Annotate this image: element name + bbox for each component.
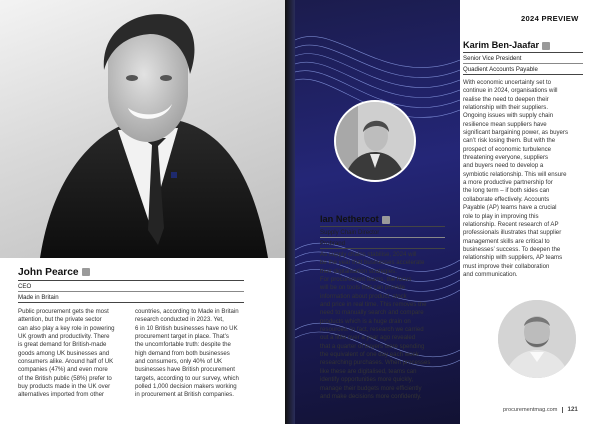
portrait-illustration	[336, 102, 414, 180]
page-number: 121	[567, 406, 578, 413]
body-line: As supply chains stabilise, 2024 will	[320, 251, 417, 258]
body-line: and price in real time. This removes the	[320, 301, 427, 309]
body-line: be the year that businesses accelerate	[320, 259, 425, 267]
body-line: businesses have British procurement	[135, 366, 235, 374]
body-line: consumers alike. Around half of UK	[18, 358, 114, 366]
article-column-1	[18, 308, 138, 400]
body-line: prospect of economic turbulence	[463, 145, 552, 153]
body-line: continue in 2024, organisations will	[463, 87, 558, 95]
body-line: in procurement at British companies.	[135, 391, 234, 399]
body-line: and communication.	[463, 270, 518, 278]
body-line: of the British public (58%) prefer to	[18, 374, 112, 382]
body-line: Ongoing issues with supply chain	[463, 112, 554, 120]
body-line: targets, according to our survey, which	[135, 374, 239, 382]
body-line: relationship with their suppliers.	[463, 104, 549, 112]
body-line: a more productive partnership for	[463, 179, 553, 187]
body-line: UK growth and productivity. There	[18, 333, 110, 341]
body-line: the equivalent of one day each week	[320, 351, 419, 359]
body-line: management skills are critical to	[463, 237, 550, 245]
body-line: relationship with suppliers, AP teams	[463, 254, 563, 262]
portrait-ian-nethercot	[334, 100, 416, 182]
body-line: role to play in improving this	[463, 212, 539, 220]
body-line: For procurement teams, the focus	[320, 276, 412, 284]
website-link[interactable]: procurementmag.com	[503, 407, 558, 413]
portrait-karim-ben-jaafar	[496, 298, 578, 380]
body-line: high demand from both businesses	[135, 349, 230, 357]
body-line: can also play a key role in powering	[18, 324, 115, 332]
body-line: procurement target in place. That’s	[135, 333, 229, 341]
body-line: attention, but the private sector	[18, 316, 102, 324]
body-line: 6 in 10 British businesses have no UK	[135, 324, 238, 332]
body-line: and consumers, only 40% of UK	[135, 358, 223, 366]
body-line: will be on tools that can provide	[320, 284, 406, 292]
body-line: researching purchases. When processes	[320, 359, 431, 367]
body-line: relationship. Recent research of AP	[463, 220, 559, 228]
person-name: John Pearce	[18, 267, 244, 278]
body-line: the uncomfortable truth: despite the	[135, 341, 231, 349]
body-line: threatening everyone, suppliers	[463, 154, 549, 162]
body-line: goods among UK businesses and	[18, 349, 110, 357]
page-gutter	[285, 0, 295, 424]
body-line: information about product, stock	[320, 292, 407, 300]
body-line: manage their budgets more efficiently	[320, 384, 422, 392]
ian-article	[320, 251, 460, 401]
body-line: alternatives imported from other	[18, 391, 105, 399]
body-line: Public procurement gets the most	[18, 308, 109, 315]
section-header: 2024 PREVIEW	[521, 14, 579, 23]
person-company: Made in Britain	[18, 294, 59, 301]
person-name: Karim Ben-Jaafar	[463, 40, 583, 50]
body-line: is great demand for British-made	[18, 341, 107, 349]
body-line: must improve their collaboration	[463, 262, 550, 270]
body-line: polled 1,000 decision makers working	[135, 383, 237, 391]
body-line: resilience mean suppliers have	[463, 120, 547, 128]
body-line: can’t risk losing them. But with the	[463, 137, 556, 145]
person-company: Quadient Accounts Payable	[463, 66, 538, 73]
body-line: collaborate effectively. Accounts	[463, 195, 550, 203]
linkedin-icon[interactable]	[382, 216, 390, 224]
hero-photo-john-pearce	[0, 0, 286, 258]
body-line: that a quarter of buyers were spending	[320, 342, 425, 350]
body-line: identify opportunities more quickly,	[320, 376, 414, 384]
body-line: research conducted in 2023. Yet,	[135, 316, 224, 324]
portrait-illustration	[0, 0, 286, 258]
body-line: their digitalisation strategies.	[320, 267, 397, 275]
body-line: resources. In fact, research we carried	[320, 326, 424, 334]
body-line: Payable (AP) teams have a crucial	[463, 204, 557, 212]
karim-profile	[463, 40, 583, 73]
article-column-2	[135, 308, 275, 400]
body-line: businesses’ success. To deepen the	[463, 245, 561, 253]
portrait-illustration	[498, 300, 576, 378]
person-title: Senior Vice President	[463, 55, 522, 62]
body-line: symbiotic relationship. This will ensure	[463, 170, 567, 178]
body-line: buy products made in the UK over	[18, 383, 111, 391]
ian-profile	[320, 214, 445, 247]
linkedin-icon[interactable]	[82, 268, 90, 276]
body-line: products which is a huge drain on	[320, 317, 411, 325]
body-line: and buyers need to develop a	[463, 162, 544, 170]
body-line: and make decisions more confidently.	[320, 392, 422, 400]
body-line: like these are digitalised, teams can	[320, 367, 417, 375]
body-line: significant bargaining power, as buyers	[463, 129, 569, 137]
person-title: Supply Chain Director	[320, 229, 380, 236]
karim-article	[463, 79, 595, 279]
person-name: Ian Nethercot	[320, 214, 445, 224]
body-line: professionals illustrates that supplier	[463, 229, 562, 237]
person-title: CEO	[18, 283, 32, 290]
body-line: out a little over a year ago revealed	[320, 334, 416, 342]
body-line: realise the need to deepen their	[463, 95, 549, 103]
body-line: With economic uncertainty set to	[463, 79, 552, 86]
linkedin-icon[interactable]	[542, 42, 550, 50]
page-footer	[503, 406, 578, 413]
john-pearce-profile	[18, 267, 244, 301]
body-line: companies (47%) and even more	[18, 366, 108, 374]
body-line: need to manually search and compare	[320, 309, 424, 317]
body-line: the long term – if both sides can	[463, 187, 550, 195]
person-company: Probrand	[320, 240, 346, 247]
body-line: countries, according to Made in Britain	[135, 308, 239, 315]
